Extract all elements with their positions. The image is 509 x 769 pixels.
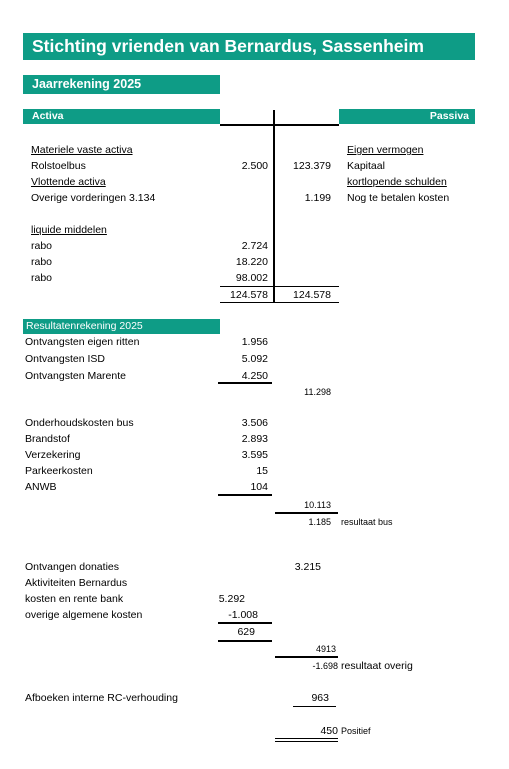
- balance-left-label: rabo: [31, 256, 53, 268]
- balance-right-value: 1.199: [304, 192, 331, 204]
- balance-left-label: Materiele vaste activa: [31, 144, 133, 156]
- balance-left-value: 2.724: [241, 240, 268, 252]
- report-title: Stichting vrienden van Bernardus, Sassenheim: [23, 33, 475, 60]
- final-label: Positief: [341, 726, 371, 736]
- balance-total-underline: [220, 302, 339, 303]
- costs-sum-line: [218, 494, 272, 496]
- final-double-line-1: [275, 738, 338, 739]
- cost-value: 3.506: [241, 417, 268, 429]
- t-account-top-line: [220, 124, 339, 126]
- other-label: overige algemene kosten: [25, 609, 143, 621]
- other-subtotal: 629: [237, 626, 255, 638]
- other-label: kosten en rente bank: [25, 593, 124, 605]
- balance-total-right: 124.578: [293, 289, 331, 301]
- other-value: -1.008: [228, 609, 258, 621]
- balance-left-label: Overige vorderingen 3.134: [31, 192, 156, 204]
- income-value: 5.092: [241, 353, 268, 365]
- balance-right-label: Nog te betalen kosten: [347, 192, 450, 204]
- activities-label: Aktiviteiten Bernardus: [25, 577, 128, 589]
- income-label: Ontvangsten ISD: [25, 353, 105, 365]
- result-other-label: resultaat overig: [341, 660, 413, 672]
- income-value: 4.250: [241, 370, 268, 382]
- other-subtotal-line: [218, 640, 272, 642]
- passiva-header: Passiva: [339, 109, 475, 124]
- balance-left-value: 98.002: [235, 272, 268, 284]
- donations-label: Ontvangen donaties: [25, 561, 119, 573]
- result-bus-label: resultaat bus: [341, 517, 393, 527]
- rc-label: Afboeken interne RC-verhouding: [25, 692, 178, 704]
- cost-label: Verzekering: [25, 449, 81, 461]
- other-sum-line: [218, 622, 272, 624]
- balance-right-label: kortlopende schulden: [347, 176, 447, 188]
- activa-header: Activa: [23, 109, 220, 124]
- balance-left-value: 2.500: [241, 160, 268, 172]
- income-total: 11.298: [304, 387, 331, 397]
- t-account-vertical-line: [273, 110, 275, 303]
- rc-line: [293, 706, 336, 707]
- balance-left-label: liquide middelen: [31, 224, 107, 236]
- balance-total-left: 124.578: [230, 289, 268, 301]
- rc-value: 963: [311, 692, 329, 704]
- cost-value: 2.893: [241, 433, 268, 445]
- cost-value: 15: [256, 465, 268, 477]
- cost-label: Onderhoudskosten bus: [25, 417, 134, 429]
- balance-left-label: Vlottende activa: [31, 176, 106, 188]
- result-bus-value: 1.185: [308, 517, 331, 527]
- report-subtitle: Jaarrekening 2025: [23, 75, 220, 94]
- cost-value: 104: [250, 481, 268, 493]
- balance-right-label: Eigen vermogen: [347, 144, 424, 156]
- result-other-value: -1.698: [312, 661, 338, 671]
- bus-result-line: [275, 512, 338, 514]
- other-total: 4913: [315, 644, 336, 654]
- balance-right-label: Kapitaal: [347, 160, 385, 172]
- final-double-line-2: [275, 741, 338, 742]
- donations-value: 3.215: [294, 561, 321, 573]
- income-value: 1.956: [241, 336, 268, 348]
- cost-value: 3.595: [241, 449, 268, 461]
- result-header: Resultatenrekening 2025: [23, 319, 220, 334]
- balance-left-value: 18.220: [235, 256, 268, 268]
- other-value: 5.292: [218, 593, 245, 605]
- other-result-line: [275, 656, 338, 658]
- cost-label: Parkeerkosten: [25, 465, 93, 477]
- balance-total-line: [220, 286, 339, 287]
- income-label: Ontvangsten eigen ritten: [25, 336, 140, 348]
- balance-left-label: Rolstoelbus: [31, 160, 86, 172]
- income-sum-line: [218, 382, 272, 384]
- final-value: 450: [320, 725, 338, 737]
- balance-left-label: rabo: [31, 272, 53, 284]
- costs-total: 10.113: [304, 500, 331, 510]
- income-label: Ontvangsten Marente: [25, 370, 126, 382]
- cost-label: ANWB: [25, 481, 57, 493]
- balance-left-label: rabo: [31, 240, 53, 252]
- cost-label: Brandstof: [25, 433, 70, 445]
- balance-right-value: 123.379: [293, 160, 331, 172]
